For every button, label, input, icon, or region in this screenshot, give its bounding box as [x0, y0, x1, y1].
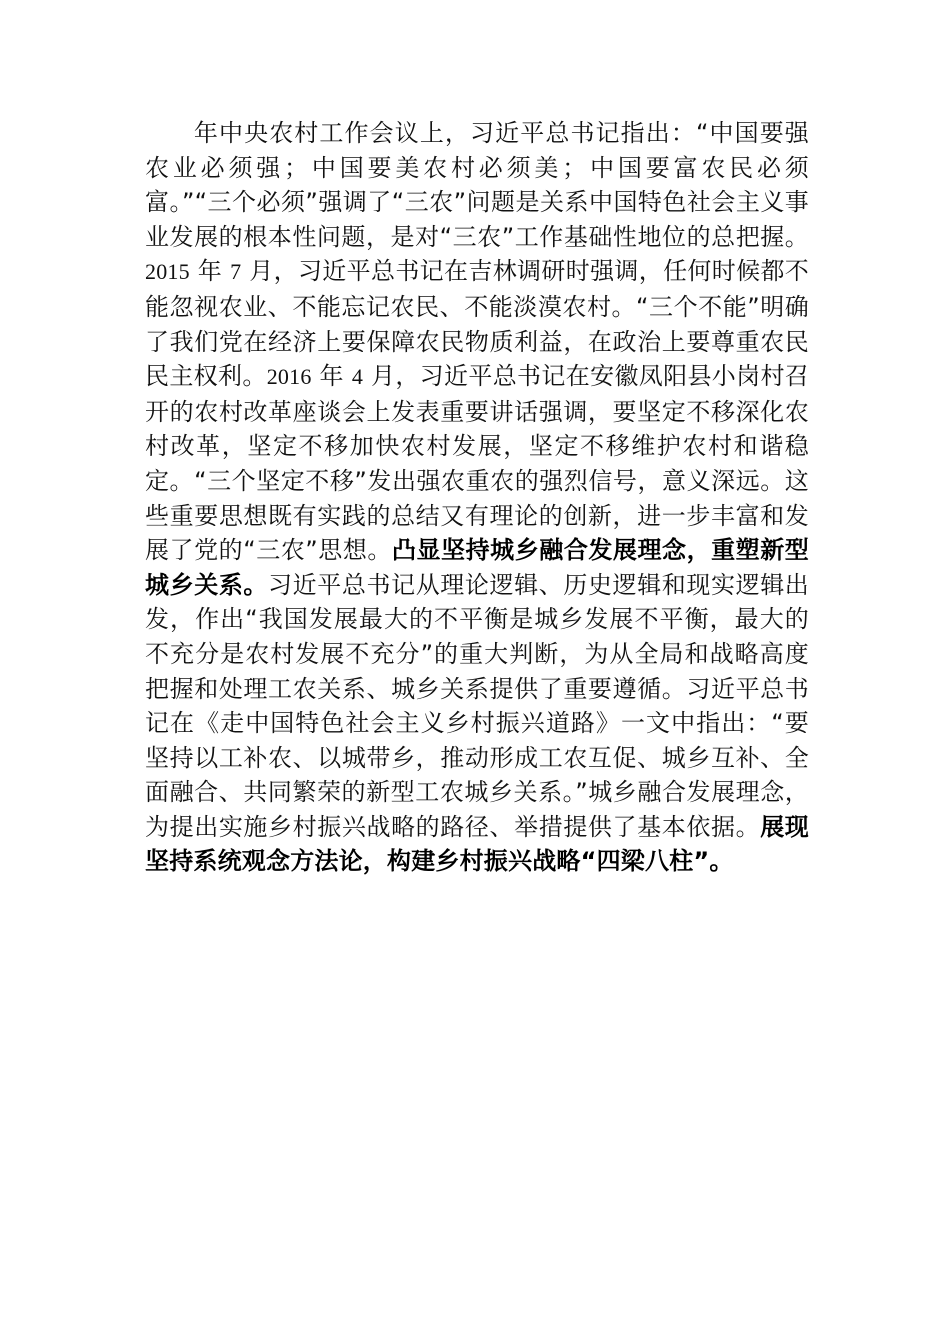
text-segment: 习近平总书记从理论逻辑、历史逻辑和现实逻辑出发，作出“我国发展最大的不平衡是城乡发展不平衡，最大的不充分是农村发展不充分”的重大判断，为从全局和战略高度把握和处理工农关系、城乡关系提供了重要遵循。习近平总书记在《走中国特色社会主义乡村振兴道路》一文中指出：“要坚持以工补农、以城带乡，推动形成工农互促、城乡互补、全面融合、共同繁荣的新型工农城乡关系。”城乡融合发展理念，为提出实施乡村振兴战略的路径、举措提供了基本依据。 — [145, 570, 810, 841]
bold-heading-system-concept: 展现坚持系统观念方法论，构建乡村振兴战略“四梁八柱”。 — [145, 812, 809, 876]
month-number: 7 — [230, 259, 242, 285]
text-segment: 年中央农村工作会议上，习近平总书记指出：“中国要强农业必须强；中国要美农村必须美；中国要富农民必须富。”“三个必须”强调了“三农”问题是关系中国特色社会主义事业发展的根本性问题，是对“三农”工作基础性地位的总把握。 — [145, 119, 809, 251]
text-segment: 年 — [311, 362, 352, 391]
month-number: 4 — [351, 364, 364, 390]
text-segment: 年 — [189, 257, 231, 286]
year-number: 2015 — [145, 259, 190, 285]
bold-heading-urban-rural: 凸显坚持城乡融合发展理念，重塑新型城乡关系。 — [145, 536, 809, 599]
text-segment: 月，习近平总书记在安徽凤阳县小岗村召开的农村改革座谈会上发表重要讲话强调，要坚定不移深化农村改革，坚定不移加快农村发展，坚定不移维护农村和谐稳定。“三个坚定不移”发出强农重农的强烈信号，意义深远。这些重要思想既有实践的总结又有理论的创新，进一步丰富和发展了党的“三农”思想。 — [145, 362, 810, 565]
body-paragraph — [145, 116, 809, 879]
text-segment: 月，习近平总书记在吉林调研时强调，任何时候都不能忽视农业、不能忘记农民、不能淡漠农村。“三个不能”明确了我们党在经济上要保障农民物质利益，在政治上要尊重农民民主权利。 — [145, 257, 810, 391]
year-number: 2016 — [266, 364, 312, 390]
